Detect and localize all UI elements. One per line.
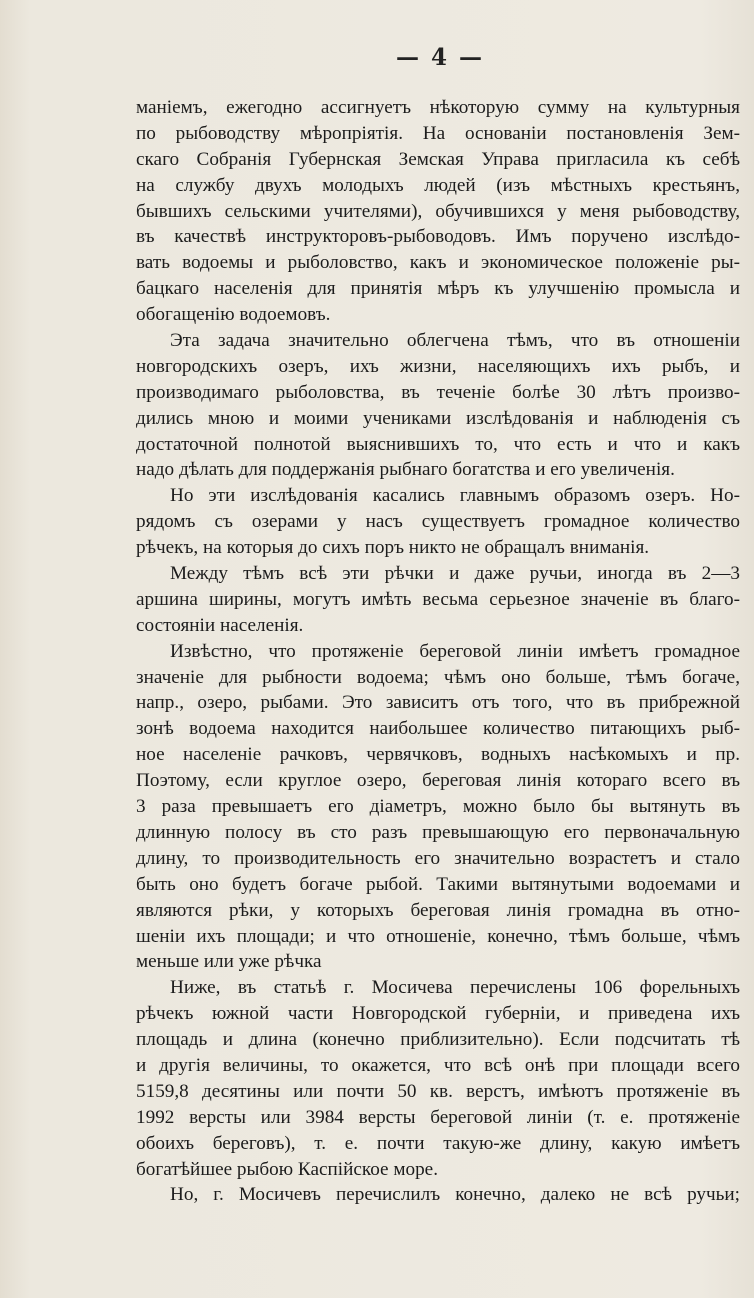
text-line: обогащенію водоемовъ. (136, 304, 331, 326)
text-line: и другія величины, то окажется, что всѣ онѣ при площади всего (136, 1054, 740, 1076)
text-line: шеніи ихъ площади; и что отношеніе, конечно, тѣмъ больше, чѣмъ (136, 925, 740, 947)
text-line: ное населеніе рачковъ, червячковъ, водныхъ насѣкомыхъ и пр. (136, 744, 740, 766)
text-line: производимаго рыболовства, въ теченіе болѣе 30 лѣтъ произво- (136, 381, 740, 403)
text-line: рѣчекъ, на которыя до сихъ поръ никто не обращалъ вниманія. (136, 537, 650, 559)
text-line: длину, то производительность его значительно возрастетъ и стало (136, 847, 740, 869)
text-line: достаточной полнотой выяснившихъ то, что есть и что и какъ (136, 433, 740, 455)
text-line: Извѣстно, что протяженіе береговой линіи имѣетъ громадное (170, 640, 740, 662)
text-line: вать водоемы и рыболовство, какъ и экономическое положеніе ры- (136, 252, 740, 274)
text-line: обоихъ береговъ), т. е. почти такую-же длину, какую имѣетъ (136, 1132, 740, 1154)
text-line: Но, г. Мосичевъ перечислилъ конечно, далеко не всѣ ручьи; (170, 1184, 740, 1206)
text-line: надо дѣлать для поддержанія рыбнаго богатства и его увеличенія. (136, 459, 675, 481)
text-line: состояніи населенія. (136, 614, 304, 636)
text-line: новгородскихъ озеръ, ихъ жизни, населяющихъ ихъ рыбъ, и (136, 355, 740, 377)
text-line: бацкаго населенія для принятія мѣръ къ улучшенію промысла и (136, 278, 740, 300)
text-line: 5159,8 десятины или почти 50 кв. верстъ, имѣютъ протяженіе въ (136, 1080, 740, 1102)
text-line: Но эти изслѣдованія касались главнымъ образомъ озеръ. Но- (170, 485, 740, 507)
page-number: — 4 — (395, 44, 485, 71)
text-line: Поэтому, если круглое озеро, береговая линія котораго всего въ (136, 770, 740, 792)
text-line: бывшихъ сельскими учителями), обучившихся у меня рыбоводству, (136, 200, 740, 222)
text-line: зонѣ водоема находится наибольшее количество питающихъ рыб- (136, 718, 740, 740)
text-line: дились мною и моими учениками изслѣдованія и наблюденія съ (136, 407, 740, 429)
text-line: напр., озеро, рыбами. Это зависитъ отъ того, что въ прибрежной (136, 692, 740, 714)
text-line: скаго Собранія Губернская Земская Управа пригласила къ себѣ (136, 148, 740, 170)
text-line: являются рѣки, у которыхъ береговая линія громадна въ отно- (136, 899, 740, 921)
text-line: богатѣйшее рыбою Каспійское море. (136, 1158, 438, 1180)
text-line: въ качествѣ инструкторовъ-рыбоводовъ. Имъ поручено изслѣдо- (136, 226, 740, 248)
text-line: на службу двухъ молодыхъ людей (изъ мѣстныхъ крестьянъ, (136, 174, 740, 196)
text-line: рядомъ съ озерами у насъ существуетъ громадное количество (136, 511, 740, 533)
text-line: быть оно будетъ богаче рыбой. Такими вытянутыми водоемами и (136, 873, 740, 895)
text-line: аршина ширины, могутъ имѣть весьма серьезное значеніе въ благо- (136, 588, 740, 610)
text-line: рѣчекъ южной части Новгородской губерніи, и приведена ихъ (136, 1003, 740, 1025)
text-line: маніемъ, ежегодно ассигнуетъ нѣкоторую сумму на культурныя (136, 97, 740, 118)
text-line: длинную полосу въ сто разъ превышающую его первоначальную (136, 821, 740, 843)
text-line: Эта задача значительно облегчена тѣмъ, что въ отношеніи (170, 330, 740, 352)
body-text (136, 95, 740, 1208)
text-line: 1992 версты или 3984 версты береговой линіи (т. е. протяженіе (136, 1106, 740, 1128)
text-line: меньше или уже рѣчка (136, 951, 322, 973)
text-line: 3 раза превышаетъ его діаметръ, можно было бы вытянуть въ (136, 796, 740, 818)
text-line: площадь и длина (конечно приблизительно). Если подсчитать тѣ (136, 1029, 740, 1051)
text-line: значеніе для рыбности водоема; чѣмъ оно больше, тѣмъ богаче, (136, 666, 740, 688)
text-line: Ниже, въ статьѣ г. Мосичева перечислены 106 форельныхъ (170, 977, 740, 999)
text-line: по рыбоводству мѣропріятія. На основаніи постановленія Зем- (136, 122, 740, 144)
text-line: Между тѣмъ всѣ эти рѣчки и даже ручьи, иногда въ 2—3 (170, 563, 740, 585)
